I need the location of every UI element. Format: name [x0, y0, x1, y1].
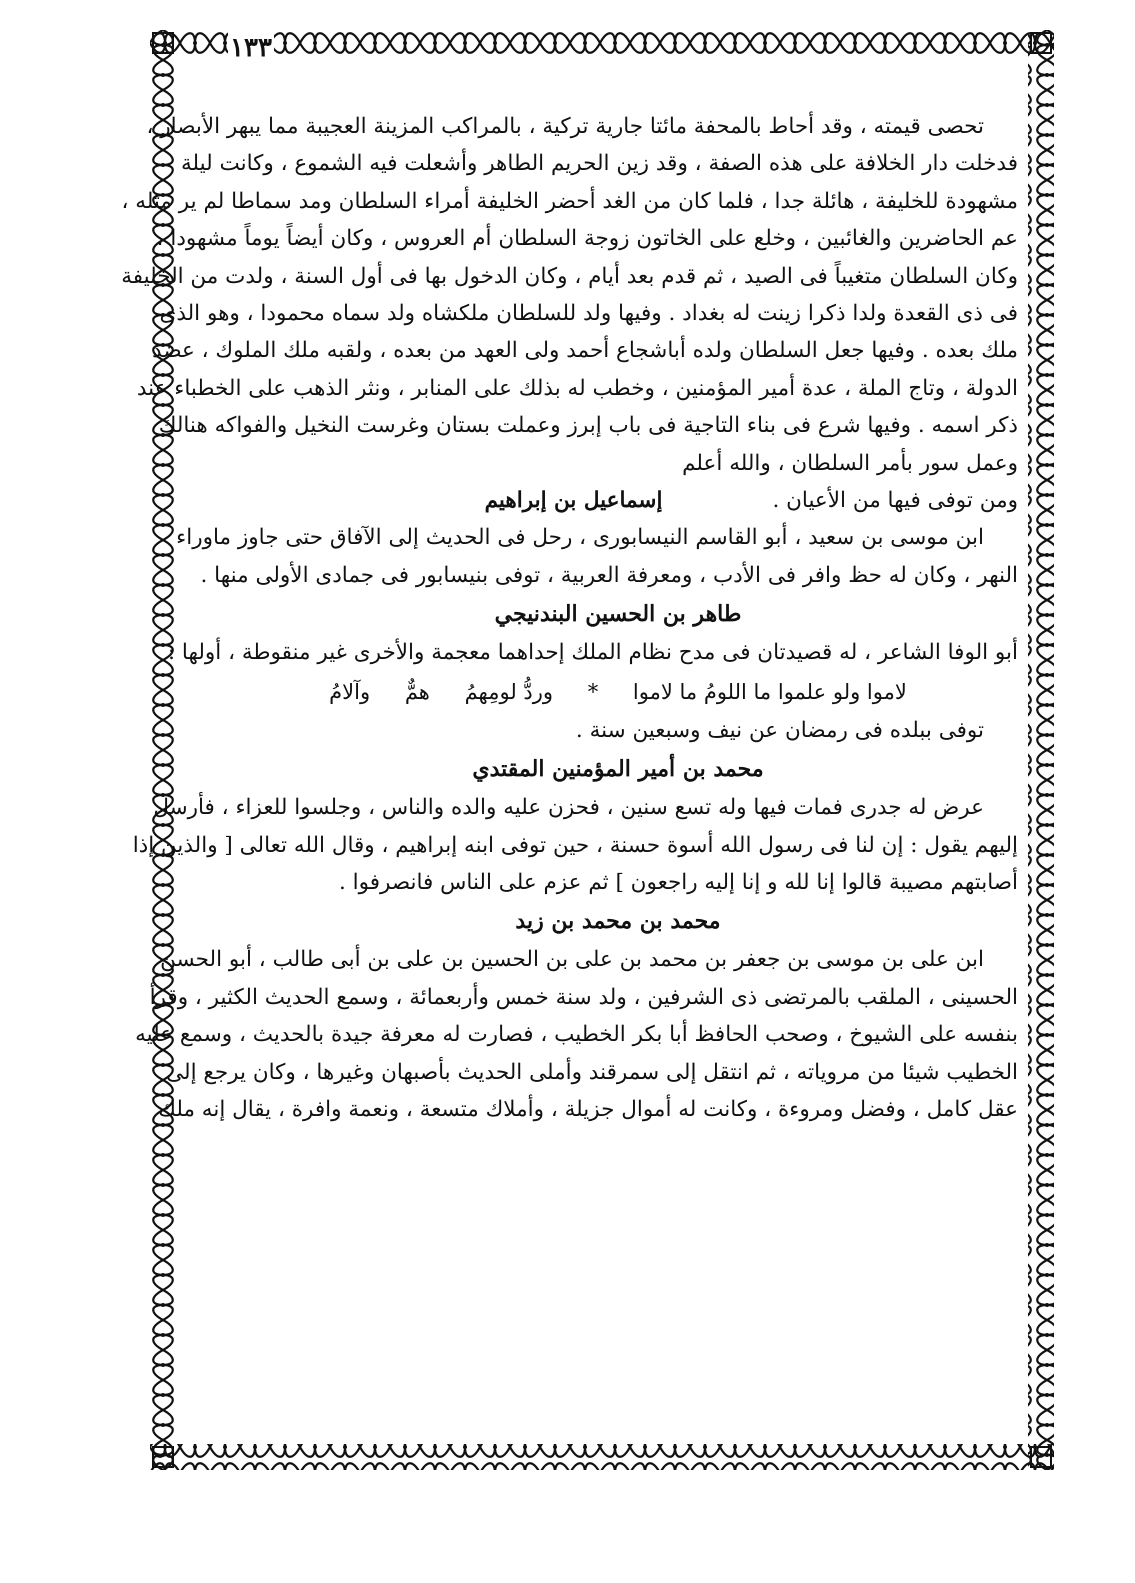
section-heading: محمد بن أمير المؤمنين المقتدي [472, 756, 764, 783]
text-line: فى ذى القعدة ولدا ذكرا زينت له بغداد . وفيها ولد للسلطان ملكشاه ولد سماه محمودا ، وهو الذى [159, 301, 1018, 327]
text-line: وكان السلطان متغيباً فى الصيد ، ثم قدم بعد أيام ، وكان الدخول بها فى أول السنة ، ولدت من الخليفة [121, 263, 1018, 289]
text-line: عرض له جدرى فمات فيها وله تسع سنين ، فحزن عليه والده والناس ، وجلسوا للعزاء ، فأرسل [153, 795, 984, 821]
section-heading: طاهر بن الحسين البندنيجي [494, 601, 742, 628]
text-line: أصابتهم مصيبة قالوا إنا لله و إنا إليه راجعون ] ثم عزم على الناس فانصرفوا . [338, 869, 1018, 895]
text-line: ابن موسى بن سعيد ، أبو القاسم النيسابورى ، رحل فى الحديث إلى الآفاق حتى جاوز ماوراء [176, 525, 984, 551]
text-line: النهر ، وكان له حظ وافر فى الأدب ، ومعرفة العربية ، توفى بنيسابور فى جمادى الأولى منها . [200, 562, 1018, 588]
text-line: بنفسه على الشيوخ ، وصحب الحافظ أبا بكر الخطيب ، فصارت له معرفة جيدة بالحديث ، وسمع عليه [135, 1022, 1018, 1048]
verse-hemistich-second: وآلامُ [329, 679, 371, 704]
text-line: وعمل سور بأمر السلطان ، والله أعلم [682, 450, 1018, 476]
text-line: عم الحاضرين والغائبين ، وخلع على الخاتون زوجة السلطان أم العروس ، وكان أيضاً يوماً مشهودا ، [156, 226, 1018, 252]
poem-verse [218, 672, 1018, 712]
section-heading: إسماعيل بن إبراهيم [484, 488, 663, 514]
text-line: الدولة ، وتاج الملة ، عدة أمير المؤمنين ، وخطب له بذلك على المنابر ، ونثر الذهب على الخطباء عند [136, 375, 1018, 401]
text-line: تحصى قيمته ، وقد أحاط بالمحفة مائتا جارية تركية ، بالمراكب المزينة العجيبة مما يبهر الأبصار ، [146, 114, 984, 139]
text-line: فدخلت دار الخلافة على هذه الصفة ، وقد زين الحريم الطاهر وأشعلت فيه الشموع ، وكانت ليلة [180, 151, 1018, 177]
page-body [121, 108, 1018, 1128]
verse-hemistich-second: وردُّ لومِهمُ [464, 679, 554, 704]
page-number: ١٣٣ [228, 32, 274, 64]
text-line: توفى ببلده فى رمضان عن نيف وسبعين سنة . [575, 717, 984, 743]
verse-hemistich-second: همٌّ [404, 679, 430, 704]
text-line: ملك بعده . وفيها جعل السلطان ولده أباشجاع أحمد ولى العهد من بعده ، ولقبه ملك الملوك ، عضد [152, 338, 1018, 364]
section-heading: محمد بن محمد بن زيد [515, 908, 721, 935]
notables-intro: ومن توفى فيها من الأعيان . [772, 488, 1018, 514]
verse-hemistich-first: لاموا ولو علموا ما اللومُ ما لاموا [632, 679, 907, 704]
text-line: الخطيب شيئا من مروياته ، ثم انتقل إلى سمرقند وأملى الحديث بأصبهان وغيرها ، وكان يرجع إلى [166, 1059, 1018, 1085]
text-line: عقل كامل ، وفضل ومروءة ، وكانت له أموال جزيلة ، وأملاك متسعة ، ونعمة وافرة ، يقال إنه ملك [158, 1096, 1018, 1122]
text-line: ذكر اسمه . وفيها شرع فى بناء التاجية فى باب إبرز وعملت بستان وغرست النخيل والفواكه هنالك [158, 413, 1018, 439]
verse-separator: * [587, 679, 599, 704]
text-line: ابن على بن موسى بن جعفر بن محمد بن على بن الحسين بن على بن أبى طالب ، أبو الحسن [160, 947, 984, 973]
text-line: إليهم يقول : إن لنا فى رسول الله أسوة حسنة ، حين توفى ابنه إبراهيم ، وقال الله تعالى [ والذين إذا [132, 832, 1018, 858]
text-line: أبو الوفا الشاعر ، له قصيدتان فى مدح نظام الملك إحداهما معجمة والأخرى غير منقوطة ، أولها : [167, 640, 1018, 666]
text-line: مشهودة للخليفة ، هائلة جدا ، فلما كان من الغد أحضر الخليفة أمراء السلطان ومد سماطا لم ير مثله ، [121, 188, 1018, 214]
notables-line [218, 482, 1018, 519]
text-line: الحسينى ، الملقب بالمرتضى ذى الشرفين ، ولد سنة خمس وأربعمائة ، وسمع الحديث الكثير ، وقرأ [149, 984, 1018, 1010]
